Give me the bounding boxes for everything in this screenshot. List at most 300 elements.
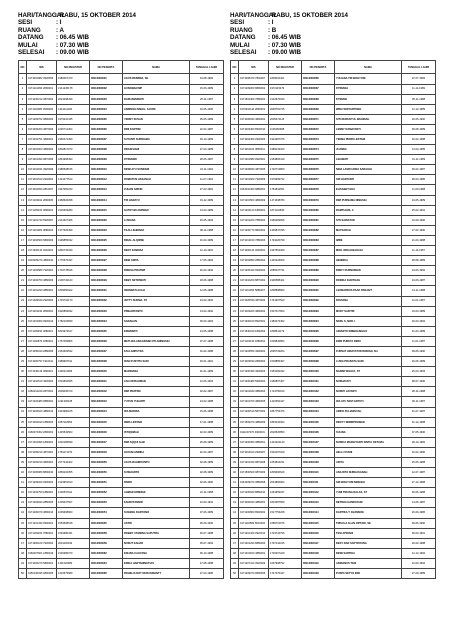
table-row bbox=[231, 326, 436, 336]
name-cell: AGUS RENDRA, SE bbox=[123, 74, 190, 84]
row-number: 49 bbox=[19, 558, 27, 568]
name-cell: SARAHAN bbox=[123, 316, 190, 326]
row-number: 21 bbox=[231, 276, 239, 286]
participant-number-cell: 06113000069 bbox=[302, 104, 335, 114]
table-row bbox=[19, 84, 224, 94]
birthdate-cell: 11-07-1994 bbox=[190, 175, 224, 185]
header-value: : A bbox=[56, 26, 65, 34]
register-cell: 2024498439 bbox=[57, 94, 90, 104]
name-cell: DWI AQQUI ALBI bbox=[123, 437, 190, 447]
birthdate-cell: 01-01-1989 bbox=[190, 367, 224, 377]
birthdate-cell: 10-09-1990 bbox=[402, 215, 436, 225]
register-cell: 1726207229 bbox=[269, 548, 302, 558]
name-cell: IDA MARIDA bbox=[123, 407, 190, 417]
column-header: NO bbox=[19, 61, 27, 74]
participant-number-cell: 06113000035 bbox=[90, 326, 123, 336]
nis-cell: 0171201430 0900001 bbox=[27, 518, 57, 528]
table-row bbox=[19, 488, 224, 498]
birthdate-cell: 22-11-1988 bbox=[190, 488, 224, 498]
row-number: 33 bbox=[231, 397, 239, 407]
session-header bbox=[230, 12, 435, 56]
table-row bbox=[231, 205, 436, 215]
row-number: 9 bbox=[19, 155, 27, 165]
row-number: 28 bbox=[19, 346, 27, 356]
header-line bbox=[18, 19, 223, 26]
name-cell: YUYUN YUHARTI bbox=[123, 397, 190, 407]
table-row bbox=[231, 114, 436, 124]
participant-number-cell: 06113000076 bbox=[302, 165, 335, 175]
nis-cell: 0171401810 4880001 bbox=[239, 548, 269, 558]
row-number: 16 bbox=[231, 225, 239, 235]
register-cell: 1802817973 bbox=[57, 145, 90, 155]
nis-cell: 0171201631 3920009 bbox=[27, 165, 57, 175]
name-cell: RINI KARTINI bbox=[123, 124, 190, 134]
register-cell: 2048781745 bbox=[269, 104, 302, 114]
register-cell: 1549986431 bbox=[57, 528, 90, 538]
name-cell: HENNIKA bbox=[335, 256, 402, 266]
register-cell: 1553508618 bbox=[57, 518, 90, 528]
birthdate-cell: 24-06-1987 bbox=[402, 276, 436, 286]
birthdate-cell: 24-05-1988 bbox=[190, 326, 224, 336]
row-number: 4 bbox=[231, 104, 239, 114]
birthdate-cell: 07-07-1988 bbox=[190, 336, 224, 346]
table-row bbox=[231, 458, 436, 468]
table-row bbox=[231, 569, 436, 579]
name-cell: SRI WAHYUNI NINGSIH bbox=[335, 478, 402, 488]
participant-number-cell: 06113000049 bbox=[90, 447, 123, 457]
table-row bbox=[19, 175, 224, 185]
participant-number-cell: 06113000051 bbox=[90, 478, 123, 488]
name-cell: LIHAWATI bbox=[335, 155, 402, 165]
nis-cell: 0160074302 2890001 bbox=[27, 427, 57, 437]
participant-number-cell: 06113000026 bbox=[90, 246, 123, 256]
name-cell: JUANDA bbox=[335, 145, 402, 155]
birthdate-cell: 10-06-1993 bbox=[190, 377, 224, 387]
name-cell: ROVIANA bbox=[335, 296, 402, 306]
table-row bbox=[19, 447, 224, 457]
register-cell: 1824974617 bbox=[57, 326, 90, 336]
participant-number-cell: 06113000077 bbox=[302, 175, 335, 185]
participant-number-cell: 06113000117 bbox=[302, 538, 335, 548]
table-row bbox=[19, 569, 224, 579]
participant-number-cell: 06113000005 bbox=[90, 114, 123, 124]
nis-cell: 0171201420 0920012 bbox=[239, 528, 269, 538]
birthdate-cell: 03-10-1989 bbox=[190, 135, 224, 145]
birthdate-cell: 27-09-1989 bbox=[402, 569, 436, 579]
name-cell: SUGENG DARYONO bbox=[123, 508, 190, 518]
birthdate-cell: 05-05-1989 bbox=[190, 114, 224, 124]
nis-cell: 0171109200 7880002 bbox=[27, 528, 57, 538]
nis-cell: 0171002560 5890003 bbox=[27, 235, 57, 245]
name-cell: OSWATUN HASANAH bbox=[123, 175, 190, 185]
table-row bbox=[19, 387, 224, 397]
nis-cell: 0171200860 8900002 bbox=[239, 508, 269, 518]
row-number: 14 bbox=[19, 205, 27, 215]
register-cell: 1630714404 bbox=[57, 124, 90, 134]
nis-cell: 0171203580 7920001 bbox=[27, 266, 57, 276]
row-number: 13 bbox=[231, 195, 239, 205]
table-row bbox=[19, 205, 224, 215]
table-row bbox=[231, 478, 436, 488]
register-cell: 2130386370 bbox=[57, 548, 90, 558]
row-number: 31 bbox=[19, 377, 27, 387]
table-row bbox=[19, 155, 224, 165]
table-row bbox=[231, 256, 436, 266]
name-cell: DEWI AYU SUNDARI bbox=[123, 165, 190, 175]
nis-cell: 0171401960 0930014 bbox=[27, 316, 57, 326]
register-cell: 1867753476 bbox=[269, 407, 302, 417]
participant-number-cell: 06113000107 bbox=[302, 437, 335, 447]
name-cell: HELLI UTAMI bbox=[335, 447, 402, 457]
table-row bbox=[19, 256, 224, 266]
register-cell: 2106742123 bbox=[57, 276, 90, 286]
participant-number-cell: 06113000081 bbox=[302, 215, 335, 225]
nis-cell: 0171300490 4930003 bbox=[239, 367, 269, 377]
register-cell: 1757469806 bbox=[57, 336, 90, 346]
register-cell: 1471638780 bbox=[269, 195, 302, 205]
nis-cell: 0171003460 8900010 bbox=[239, 124, 269, 134]
name-cell: SRI HARYANTI bbox=[335, 175, 402, 185]
participant-number-cell: 06113000079 bbox=[302, 195, 335, 205]
participant-number-cell: 06113000027 bbox=[90, 256, 123, 266]
participant-number-cell: 06113000100 bbox=[302, 367, 335, 377]
row-number: 32 bbox=[231, 387, 239, 397]
name-cell: TEJA LEHMANA bbox=[123, 225, 190, 235]
table-row bbox=[19, 508, 224, 518]
birthdate-cell: 31-07-1987 bbox=[402, 407, 436, 417]
participant-number-cell: 06113000055 bbox=[90, 518, 123, 528]
table-row bbox=[231, 468, 436, 478]
participant-number-cell: 06113000110 bbox=[302, 468, 335, 478]
name-cell: FAULANPUTRA bbox=[123, 346, 190, 356]
name-cell: ARIYA bbox=[335, 458, 402, 468]
participant-number-cell: 06113000118 bbox=[302, 548, 335, 558]
name-cell: FURSAT HIDAYATUR RIZMAN, SH bbox=[335, 346, 402, 356]
column-header: NO PESERTA bbox=[90, 61, 123, 74]
birthdate-cell: 21-03-1988 bbox=[402, 235, 436, 245]
name-cell: RETDHA HANDAYANI bbox=[335, 498, 402, 508]
name-cell: FITRIANI bbox=[335, 94, 402, 104]
participant-number-cell: 06113000059 bbox=[90, 538, 123, 548]
session-header bbox=[18, 12, 223, 56]
column-header: NO bbox=[231, 61, 239, 74]
table-row bbox=[19, 104, 224, 114]
participant-number-cell: 06113000075 bbox=[302, 155, 335, 165]
participant-number-cell: 06113000015 bbox=[90, 205, 123, 215]
register-cell: 1209437507 bbox=[57, 498, 90, 508]
nis-cell: 0171004751 4890001 bbox=[27, 135, 57, 145]
register-cell: 1689701976 bbox=[269, 518, 302, 528]
nis-cell: 0171005210 4870001 bbox=[27, 447, 57, 457]
row-number: 40 bbox=[19, 468, 27, 478]
row-number: 42 bbox=[19, 488, 27, 498]
participant-number-cell: 06113000032 bbox=[90, 296, 123, 306]
name-cell: YENNA PERRI LESTARI bbox=[335, 135, 402, 145]
nis-cell: 0171008470 7840007 bbox=[239, 74, 269, 84]
name-cell: SUSHIANTO bbox=[123, 468, 190, 478]
row-number: 3 bbox=[231, 94, 239, 104]
table-row bbox=[19, 346, 224, 356]
birthdate-cell: 15-06-1989 bbox=[190, 84, 224, 94]
name-cell: NADINI WIJAYA, ST bbox=[335, 367, 402, 377]
header-value: : 09.00 WIB bbox=[268, 49, 302, 57]
header-line bbox=[18, 12, 223, 19]
name-cell: NUNUT KAHAR bbox=[123, 538, 190, 548]
register-cell: 2085437731 bbox=[269, 266, 302, 276]
birthdate-cell: 10-03-1991 bbox=[190, 498, 224, 508]
nis-cell: 0171502460 7880002 bbox=[239, 94, 269, 104]
participant-number-cell: 06113000080 bbox=[302, 205, 335, 215]
participant-number-cell: 06113000112 bbox=[302, 488, 335, 498]
row-number: 34 bbox=[19, 407, 27, 417]
participant-number-cell: 06113000091 bbox=[302, 286, 335, 296]
register-cell: 1401322140 bbox=[269, 437, 302, 447]
table-row bbox=[231, 225, 436, 235]
name-cell: PUSPA SETYO EINI bbox=[335, 569, 402, 579]
register-cell: 1966483656 bbox=[269, 215, 302, 225]
participant-number-cell: 06113000108 bbox=[302, 447, 335, 457]
name-cell: ARIFO ZULIANSYAH bbox=[335, 407, 402, 417]
participant-number-cell: 06113000111 bbox=[302, 478, 335, 488]
register-cell: 1632186699 bbox=[57, 437, 90, 447]
nis-cell: 0171004910 2900007 bbox=[239, 447, 269, 457]
table-header-row bbox=[19, 61, 224, 74]
participant-number-cell: 06113000109 bbox=[302, 458, 335, 468]
register-cell: 1720713860 bbox=[269, 165, 302, 175]
birthdate-cell: 15-06-1988 bbox=[190, 407, 224, 417]
register-cell: 1999855032 bbox=[57, 235, 90, 245]
name-cell: RISKSA PRATIWI bbox=[123, 266, 190, 276]
row-number: 2 bbox=[231, 84, 239, 94]
row-number: 1 bbox=[19, 74, 27, 84]
table-row bbox=[19, 135, 224, 145]
header-key: RUANG bbox=[18, 26, 41, 34]
participant-number-cell: 06113000028 bbox=[90, 266, 123, 276]
row-number: 6 bbox=[19, 124, 27, 134]
header-key: SESI bbox=[18, 19, 33, 27]
participant-number-cell: 06113000103 bbox=[302, 397, 335, 407]
participant-number-cell: 06113000003 bbox=[90, 94, 123, 104]
row-number: 47 bbox=[19, 538, 27, 548]
row-number: 50 bbox=[19, 569, 27, 579]
participant-number-cell: 06113000088 bbox=[302, 256, 335, 266]
register-cell: 2001130032 bbox=[57, 538, 90, 548]
birthdate-cell: 11-09-1988 bbox=[402, 185, 436, 195]
register-cell: 1986528156 bbox=[57, 165, 90, 175]
birthdate-cell: 27-03-1981 bbox=[190, 185, 224, 195]
header-line bbox=[18, 49, 223, 56]
row-number: 43 bbox=[19, 498, 27, 508]
birthdate-cell: 07-07-1984 bbox=[402, 74, 436, 84]
participant-number-cell: 06113000006 bbox=[90, 124, 123, 134]
row-number: 8 bbox=[231, 145, 239, 155]
table-row bbox=[19, 468, 224, 478]
table-row bbox=[231, 266, 436, 276]
participant-number-cell: 06113000102 bbox=[302, 387, 335, 397]
nis-cell: 0171002910 1880003 bbox=[27, 417, 57, 427]
table-row bbox=[231, 417, 436, 427]
row-number: 47 bbox=[231, 538, 239, 548]
participant-number-cell: 06113000105 bbox=[302, 417, 335, 427]
birthdate-cell: 27-12-1988 bbox=[402, 478, 436, 488]
header-line bbox=[230, 27, 435, 34]
row-number: 37 bbox=[231, 437, 239, 447]
table-row bbox=[19, 306, 224, 316]
register-cell: 1809016421 bbox=[269, 74, 302, 84]
table-row bbox=[231, 175, 436, 185]
row-number: 42 bbox=[231, 488, 239, 498]
register-cell: 1953182332 bbox=[269, 367, 302, 377]
row-number: 6 bbox=[231, 124, 239, 134]
table-row bbox=[19, 548, 224, 558]
name-cell: NINA LASRI HONA SARAGIH bbox=[335, 165, 402, 175]
row-number: 4 bbox=[19, 104, 27, 114]
column-header: NO REGISTER bbox=[269, 61, 302, 74]
participant-number-cell: 06113000119 bbox=[302, 558, 335, 568]
register-cell: 1704778916 bbox=[57, 266, 90, 276]
table-row bbox=[231, 488, 436, 498]
participant-table bbox=[18, 60, 224, 579]
birthdate-cell: 18-06-1988 bbox=[190, 276, 224, 286]
table-row bbox=[19, 336, 224, 346]
birthdate-cell: 05-11-1988 bbox=[402, 94, 436, 104]
header-key: SELESAI bbox=[230, 49, 257, 57]
birthdate-cell: 02-02-1987 bbox=[190, 387, 224, 397]
participant-number-cell: 06113000031 bbox=[90, 286, 123, 296]
birthdate-cell: 11-11-1987 bbox=[402, 246, 436, 256]
birthdate-cell: 13-04-1992 bbox=[190, 306, 224, 316]
participant-number-cell: 06113000014 bbox=[90, 195, 123, 205]
participant-number-cell: 06113000116 bbox=[302, 528, 335, 538]
nis-cell: 0171102580 8910006 bbox=[239, 518, 269, 528]
table-row bbox=[19, 528, 224, 538]
table-row bbox=[231, 377, 436, 387]
participant-number-cell: 06113000067 bbox=[302, 84, 335, 94]
participant-number-cell: 06113000036 bbox=[90, 336, 123, 346]
header-value: : RABU, 15 OKTOBER 2014 bbox=[56, 12, 137, 19]
register-cell: 1776676437 bbox=[57, 256, 90, 266]
birthdate-cell: 01-02-1988 bbox=[190, 346, 224, 356]
row-number: 46 bbox=[231, 528, 239, 538]
header-key: SESI bbox=[230, 19, 245, 27]
table-row bbox=[231, 447, 436, 457]
header-value: : B bbox=[268, 26, 277, 34]
birthdate-cell: 02-08-1989 bbox=[190, 468, 224, 478]
table-row bbox=[19, 427, 224, 437]
name-cell: ARIANTO SIMBOLINGGO bbox=[335, 326, 402, 336]
participant-number-cell: 06113000073 bbox=[302, 135, 335, 145]
row-number: 7 bbox=[19, 135, 27, 145]
nis-cell: 0171301580 0920001 bbox=[239, 155, 269, 165]
name-cell: SITI SARIATUN bbox=[335, 215, 402, 225]
participant-number-cell: 06113000101 bbox=[302, 377, 335, 387]
row-number: 11 bbox=[19, 175, 27, 185]
name-cell: WIRA WIDYARTONO bbox=[335, 104, 402, 114]
nis-cell: 0171006270 6890001 bbox=[27, 558, 57, 568]
header-line bbox=[230, 19, 435, 26]
participant-number-cell: 06113000041 bbox=[90, 377, 123, 387]
birthdate-cell: 26-09-1986 bbox=[402, 508, 436, 518]
register-cell: 1516197229 bbox=[269, 447, 302, 457]
birthdate-cell: 12-12-1992 bbox=[402, 548, 436, 558]
participant-number-cell: 06113000113 bbox=[302, 498, 335, 508]
nis-cell: 0171209060 8890002 bbox=[239, 84, 269, 94]
table-row bbox=[19, 518, 224, 528]
participant-number-cell: 06113000044 bbox=[90, 407, 123, 417]
register-cell: 2126603280 bbox=[57, 205, 90, 215]
header-line bbox=[230, 34, 435, 41]
participant-number-cell: 06113000052 bbox=[90, 488, 123, 498]
register-cell: 1966472490 bbox=[57, 135, 90, 145]
header-key: DATANG bbox=[230, 34, 256, 42]
header-line bbox=[18, 27, 223, 34]
participant-number-cell: 06113000058 bbox=[90, 528, 123, 538]
name-cell: IDAN FUSTITA SARI bbox=[123, 357, 190, 367]
nis-cell: 0171530010 1890002 bbox=[239, 326, 269, 336]
nis-cell: 0170910110 2890003 bbox=[239, 104, 269, 114]
name-cell: DEDYY WIDIRPRAWAR bbox=[335, 417, 402, 427]
nis-cell: 0171300480 5900004 bbox=[239, 377, 269, 387]
birthdate-cell: 01-12-1988 bbox=[402, 417, 436, 427]
birthdate-cell: 06-03-1991 bbox=[402, 528, 436, 538]
table-row bbox=[19, 498, 224, 508]
nis-cell: 0171203550 4900002 bbox=[239, 346, 269, 356]
nis-cell: 0171203930 2880005 bbox=[27, 498, 57, 508]
participant-number-cell: 06113000097 bbox=[302, 346, 335, 356]
header-value: : 07.30 WIB bbox=[268, 41, 302, 49]
table-row bbox=[231, 528, 436, 538]
table-row bbox=[19, 357, 224, 367]
nis-cell: 0171003630 2890002 bbox=[239, 357, 269, 367]
participant-number-cell: 06113000050 bbox=[90, 468, 123, 478]
table-row bbox=[231, 346, 436, 356]
row-number: 24 bbox=[231, 306, 239, 316]
name-cell: SUYANTI SURIDAMA bbox=[123, 135, 190, 145]
register-cell: 1838898800 bbox=[269, 286, 302, 296]
row-number: 31 bbox=[231, 377, 239, 387]
row-number: 5 bbox=[231, 114, 239, 124]
nis-cell: 0171001690 2810007 bbox=[27, 185, 57, 195]
participant-number-cell: 06113000089 bbox=[302, 266, 335, 276]
row-number: 40 bbox=[231, 468, 239, 478]
row-number: 9 bbox=[231, 155, 239, 165]
nis-cell: 0171002760 4880003 bbox=[27, 276, 57, 286]
nis-cell: 0171020530 4870002 bbox=[239, 296, 269, 306]
nis-cell: 0171101081 3880002 bbox=[27, 225, 57, 235]
nis-cell: 0171401290 8880002 bbox=[239, 538, 269, 548]
register-cell: 2163806419 bbox=[269, 155, 302, 165]
nis-cell: 0171103130 1880004 bbox=[239, 336, 269, 346]
column-header: NO REGISTER bbox=[57, 61, 90, 74]
row-number: 17 bbox=[19, 235, 27, 245]
participant-number-cell: 06113000009 bbox=[90, 155, 123, 165]
register-cell: 1421477514 bbox=[57, 175, 90, 185]
birthdate-cell: 07-06-1989 bbox=[190, 508, 224, 518]
register-cell: 1926869932 bbox=[57, 306, 90, 316]
birthdate-cell: 07-05-1990 bbox=[402, 427, 436, 437]
table-row bbox=[19, 478, 224, 488]
participant-number-cell: 06113000068 bbox=[302, 94, 335, 104]
name-cell: LENNY DAMAYANTI bbox=[335, 124, 402, 134]
nis-cell: 0171209020 0900002 bbox=[27, 478, 57, 488]
nis-cell: 0171301990 1890001 bbox=[27, 437, 57, 447]
nis-cell: 0171030212 3870002 bbox=[27, 94, 57, 104]
row-number: 18 bbox=[231, 246, 239, 256]
table-row bbox=[19, 437, 224, 447]
participant-number-cell: 06113000033 bbox=[90, 306, 123, 316]
birthdate-cell: 06-06-1988 bbox=[402, 488, 436, 498]
row-number: 26 bbox=[231, 326, 239, 336]
